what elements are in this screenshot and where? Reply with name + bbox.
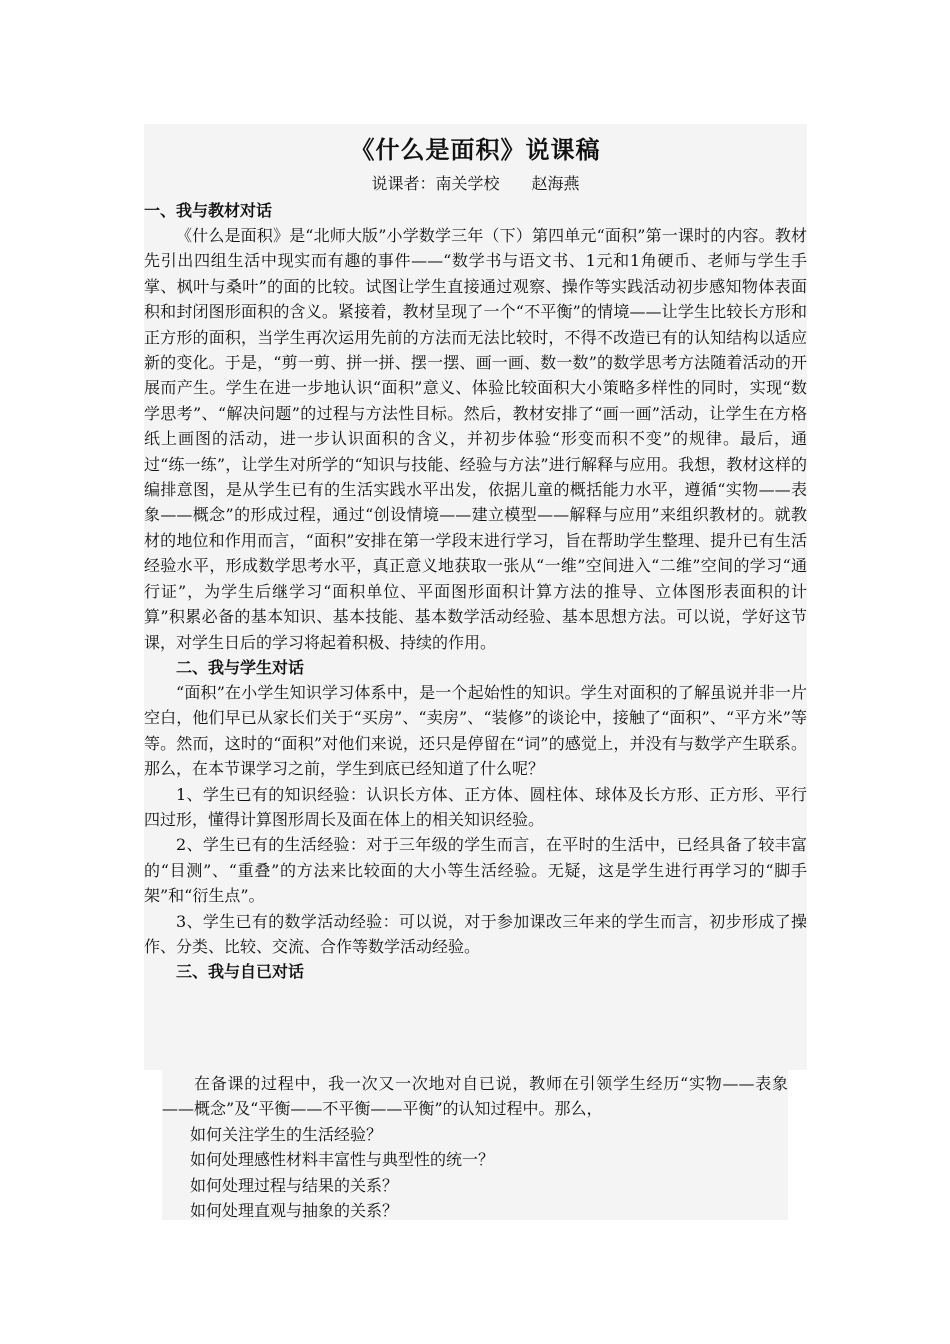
document-byline: 说课者：南关学校 赵海燕: [371, 174, 580, 193]
section-2-paragraph: 3、学生已有的数学活动经验：可以说，对于参加课改三年来的学生而言，初步形成了操作、分类、比较、交流、合作等数学活动经验。: [144, 911, 807, 956]
section-heading-1: 一、我与教材对话: [144, 201, 273, 220]
section-heading-3: 三、我与自已对话: [176, 962, 305, 982]
question-item: 如何处理感性材料丰富性与典型性的统一？: [190, 1150, 495, 1170]
section-3-paragraph: 在备课的过程中，我一次又一次地对自已说，教师在引领学生经历“实物——表象——概念”及“平衡——不平衡——平衡”的认知过程中。那么，: [162, 1074, 788, 1119]
document-title: 《什么是面积》说课稿: [350, 135, 601, 164]
question-item: 如何处理过程与结果的关系？: [190, 1175, 399, 1195]
section-2-paragraph: 2、学生已有的生活经验：对于三年级的学生而言，在平时的生活中，已经具备了较丰富的“目测”、“重叠”的方法来比较面的大小等生活经验。无疑，这是学生进行再学习的“脚手架”和“衍生点”。: [144, 835, 807, 906]
section-3-body: [162, 1071, 788, 1223]
section-2-paragraph: 1、学生已有的知识经验：认识长方体、正方体、圆柱体、球体及长方形、正方形、平行四过形，懂得计算图形周长及面在体上的相关知识经验。: [144, 784, 807, 829]
question-item: 如何关注学生的生活经验？: [190, 1124, 383, 1144]
question-item: 如何处理直观与抽象的关系？: [190, 1201, 399, 1221]
document-body: [144, 130, 807, 984]
section-2-paragraph: “面积”在小学生知识学习体系中，是一个起始性的知识。学生对面积的了解虽说并非一片空白，他们早已从家长们关于“买房”、“卖房”、“装修”的谈论中，接触了“面积”、“平方米”等等。然而，这时的“面积”对他们来说，还只是停留在“词”的感觉上，并没有与数学产生联系。那么，在本节课学习之前，学生到底已经知道了什么呢？: [144, 682, 807, 779]
section-1-paragraph: 《什么是面积》是“北师大版”小学数学三年（下）第四单元“面积”第一课时的内容。教材先引出四组生活中现实而有趣的事件——“数学书与语文书、1元和1角硬币、老师与学生手掌、枫叶与桑叶”的面的比较。试图让学生直接通过观察、操作等实践活动初步感知物体表面积和封闭图形面积的含义。紧接着，教材呈现了一个“不平衡”的情境——让学生比较长方形和正方形的面积，当学生再次运用先前的方法而无法比较时，不得不改造已有的认知结构以适应新的变化。于是，“剪一剪、拼一拼、摆一摆、画一画、数一数”的数学思考方法随着活动的开展而产生。学生在进一步地认识“面积”意义、体验比较面积大小策略多样性的同时，实现“数学思考”、“解决问题”的过程与方法性目标。然后，教材安排了“画一画”活动，让学生在方格纸上画图的活动，进一步认识面积的含义，并初步体验“形变而积不变”的规律。最后，通过“练一练”，让学生对所学的“知识与技能、经验与方法”进行解释与应用。我想，教材这样的编排意图，是从学生已有的生活实践水平出发，依据儿童的概括能力水平，遵循“实物——表象——概念”的形成过程，通过“创设情境——建立模型——解释与应用”来组织教材的。就教材的地位和作用而言，“面积”安排在第一学段末进行学习，旨在帮助学生整理、提升已有生活经验水平，形成数学思考水平，真正意义地获取一张从“一维”空间进入“二维”空间的学习“通行证”，为学生后继学习“面积单位、平面图形面积计算方法的推导、立体图形表面积的计算”积累必备的基本知识、基本技能、基本数学活动经验、基本思想方法。可以说，学好这节课，对学生日后的学习将起着积极、持续的作用。: [144, 226, 807, 652]
section-heading-2: 二、我与学生对话: [176, 657, 305, 677]
